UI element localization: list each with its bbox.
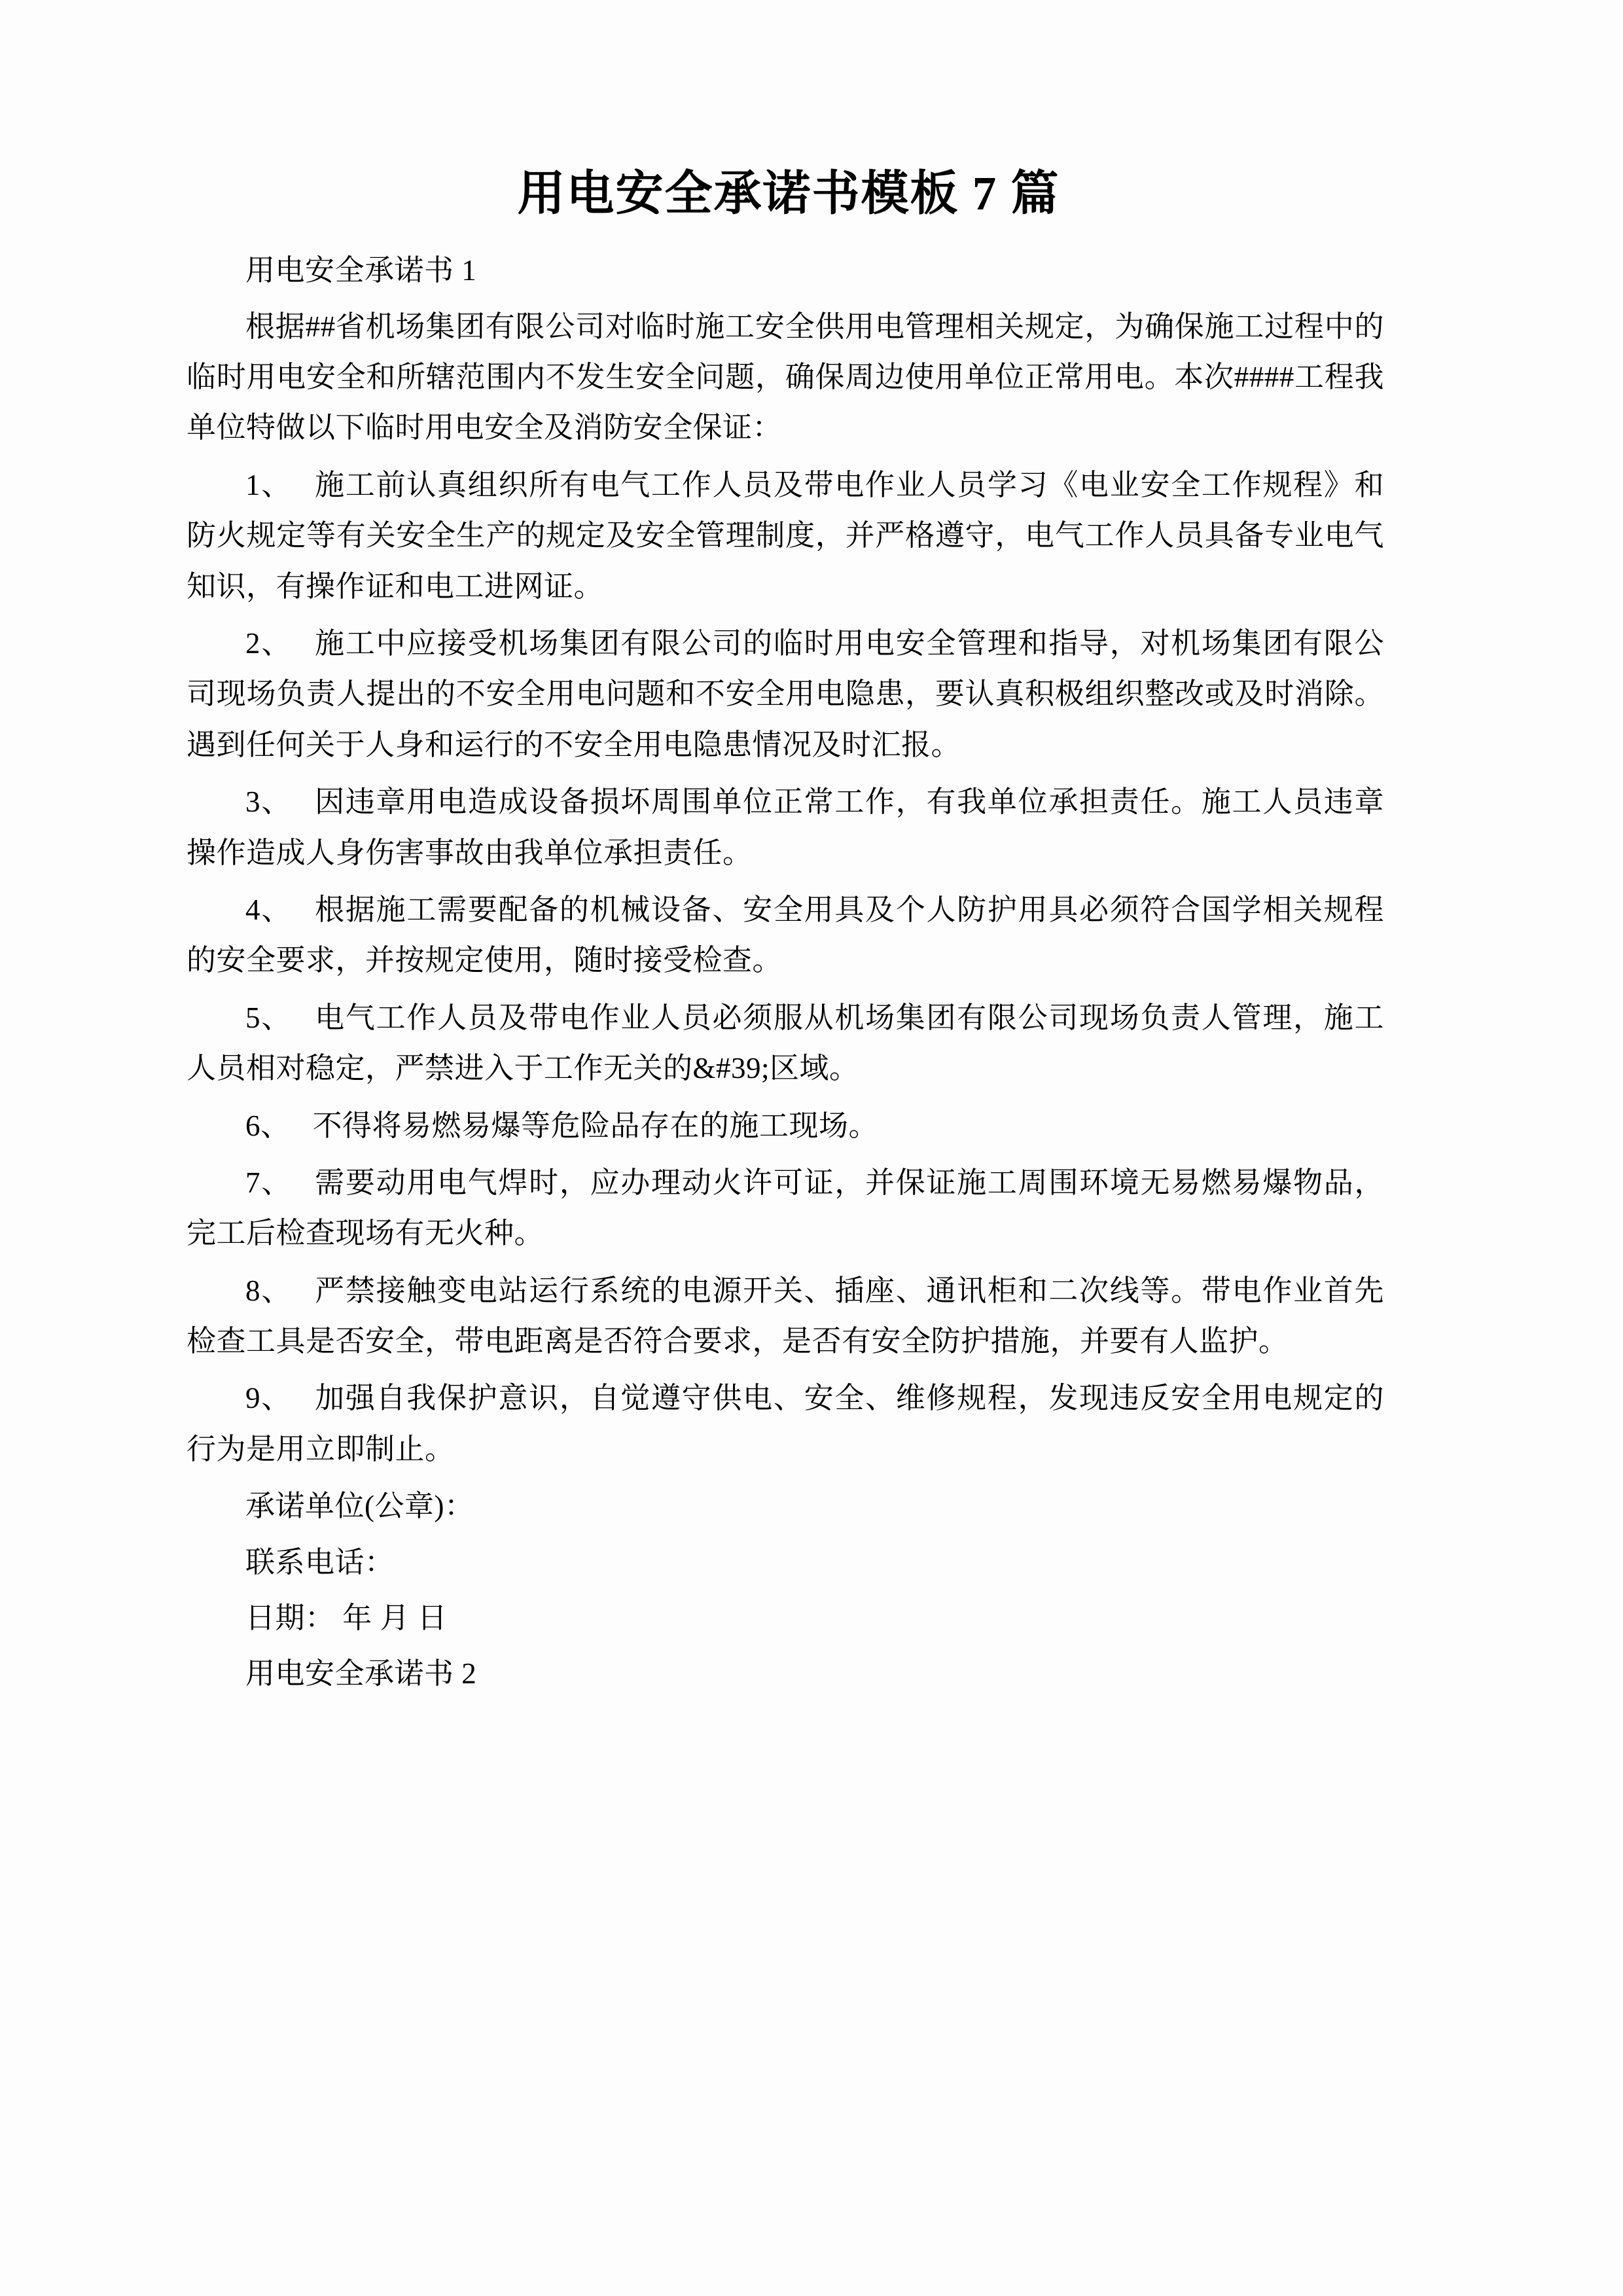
item-number: 3、 <box>245 785 292 819</box>
item-number: 8、 <box>245 1274 292 1307</box>
list-item <box>187 1101 1384 1151</box>
item-text: 不得将易燃易爆等危险品存在的施工现场。 <box>312 1109 879 1142</box>
item-text: 加强自我保护意识，自觉遵守供电、安全、维修规程，发现违反安全用电规定的行为是用立即制止。 <box>187 1382 1384 1465</box>
section-heading-1: 用电安全承诺书 1 <box>245 254 477 287</box>
list-item <box>187 619 1384 770</box>
promising-unit-line: 承诺单位(公章)： <box>245 1490 474 1523</box>
date-line: 日期： 年 月 日 <box>245 1602 448 1635</box>
list-item <box>187 885 1384 986</box>
item-text: 严禁接触变电站运行系统的电源开关、插座、通讯柜和二次线等。带电作业首先检查工具是否安全，带电距离是否符合要求，是否有安全防护措施，并要有人监护。 <box>187 1274 1384 1358</box>
item-number: 1、 <box>245 468 292 501</box>
item-text: 需要动用电气焊时，应办理动火许可证，并保证施工周围环境无易燃易爆物品，完工后检查现场有无火种。 <box>187 1166 1384 1250</box>
item-number: 7、 <box>245 1166 292 1199</box>
list-item <box>187 460 1384 612</box>
item-text: 施工中应接受机场集团有限公司的临时用电安全管理和指导，对机场集团有限公司现场负责人提出的不安全用电问题和不安全用电隐患，要认真积极组织整改或及时消除。遇到任何关于人身和运行的不安全用电隐患情况及时汇报。 <box>187 626 1384 761</box>
list-item <box>187 1158 1384 1259</box>
item-number: 9、 <box>245 1382 292 1415</box>
item-text: 根据施工需要配备的机械设备、安全用具及个人防护用具必须符合国学相关规程的安全要求，并按规定使用，随时接受检查。 <box>187 893 1384 977</box>
item-number: 5、 <box>245 1001 292 1034</box>
list-item <box>187 1266 1384 1367</box>
document-content <box>187 164 1384 1705</box>
list-item <box>187 993 1384 1094</box>
list-item <box>187 777 1384 878</box>
item-text: 施工前认真组织所有电气工作人员及带电作业人员学习《电业安全工作规程》和防火规定等有关安全生产的规定及安全管理制度，并严格遵守，电气工作人员具备专业电气知识，有操作证和电工进网证。 <box>187 468 1384 603</box>
page-title: 用电安全承诺书模板 7 篇 <box>517 167 1060 220</box>
item-text: 因违章用电造成设备损坏周围单位正常工作，有我单位承担责任。施工人员违章操作造成人身伤害事故由我单位承担责任。 <box>187 785 1384 869</box>
list-item <box>187 1373 1384 1475</box>
intro-paragraph: 根据##省机场集团有限公司对临时施工安全供用电管理相关规定，为确保施工过程中的临时用电安全和所辖范围内不发生安全问题，确保周边使用单位正常用电。本次####工程我单位特做以下临时用电安全及消防安全保证： <box>187 310 1384 444</box>
item-number: 2、 <box>245 626 292 660</box>
section-heading-2: 用电安全承诺书 2 <box>245 1657 477 1691</box>
item-text: 电气工作人员及带电作业人员必须服从机场集团有限公司现场负责人管理，施工人员相对稳定，严禁进入于工作无关的&#39;区域。 <box>187 1001 1384 1085</box>
item-number: 6、 <box>245 1109 291 1142</box>
contact-phone-line: 联系电话： <box>245 1545 395 1579</box>
item-number: 4、 <box>245 893 292 926</box>
